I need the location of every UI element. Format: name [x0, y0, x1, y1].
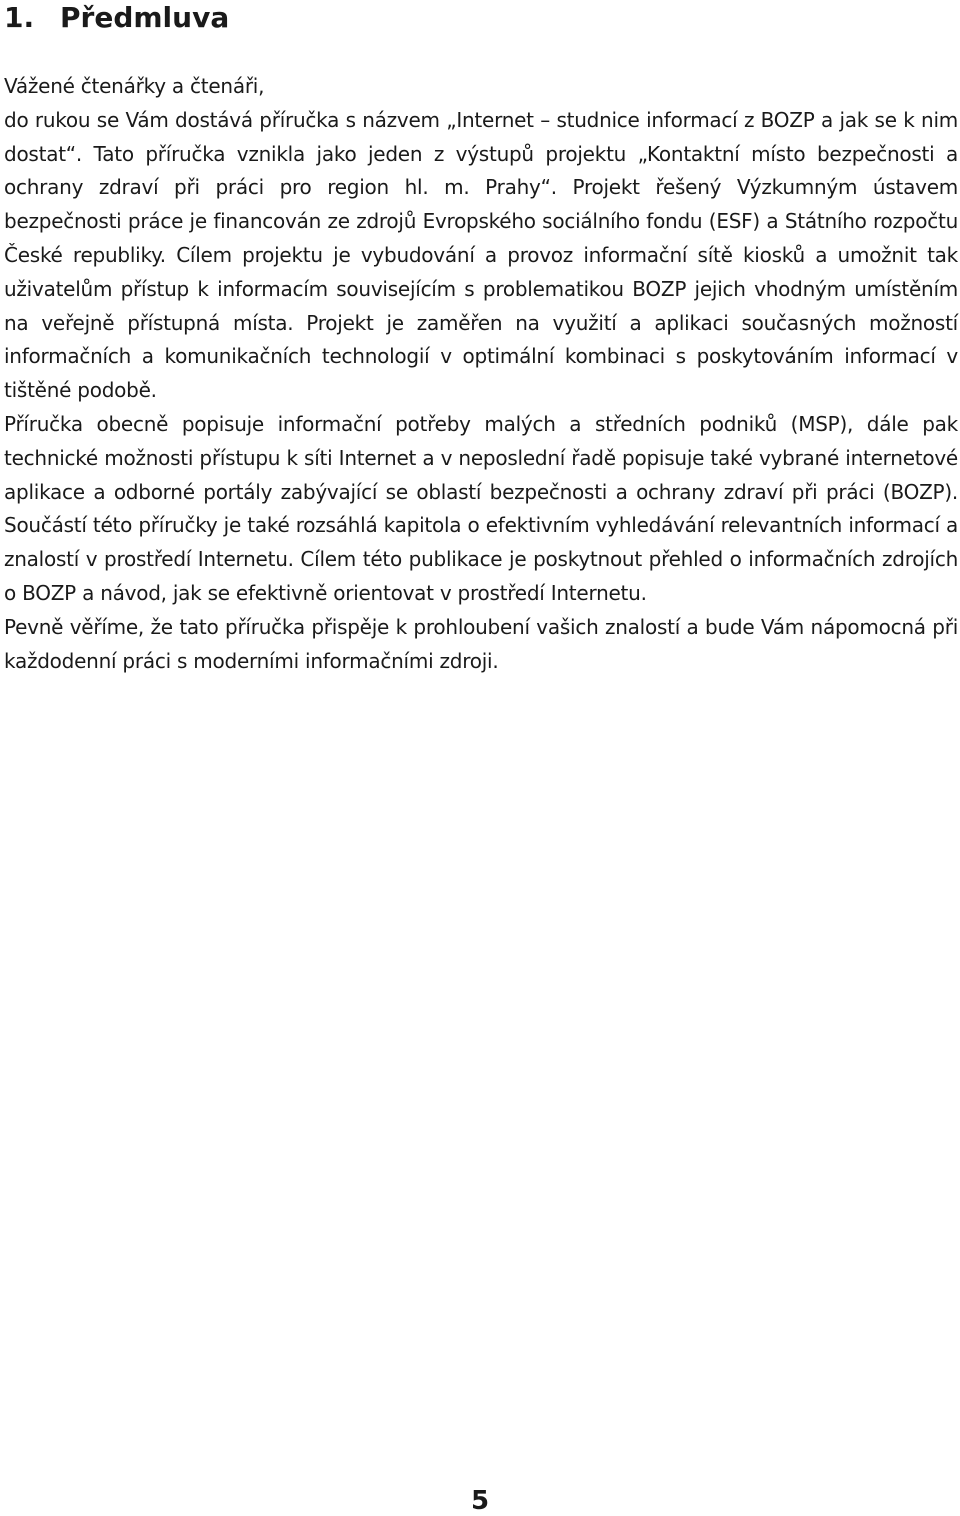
paragraph-closing-wish: Pevně věříme, že tato příručka přispěje k prohloubení vašich znalostí a bude Vám nápomocná při každodenní práci s moderními informačními zdroji. — [4, 614, 958, 673]
salutation: Vážené čtenářky a čtenáři, — [4, 74, 265, 98]
paragraph-handbook-contents: Příručka obecně popisuje informační potřeby malých a středních podniků (MSP), dále pak technické možnosti přístupu k síti Internet a v neposlední řadě popisuje také vybrané internetové aplikace a odborné portály zabývající se oblastí bezpečnosti a ochrany zdraví při práci (BOZP). Součástí této příručky je také rozsáhlá kapitola o efektivním vyhledávání relevantních informací a znalostí v prostředí Internetu. Cílem této publikace je poskytnout přehled o informačních zdrojích o BOZP a návod, jak se efektivně orientovat v prostředí Internetu. — [4, 411, 958, 605]
chapter-number: 1. — [4, 1, 35, 34]
paragraph-project-intro: do rukou se Vám dostává příručka s názvem „Internet – studnice informací z BOZP a jak se k nim dostat“. Tato příručka vznikla jako jeden z výstupů projektu „Kontaktní místo bezpečnosti a ochrany zdraví při práci pro region hl. m. Prahy“. Projekt řešený Výzkumným ústavem bezpečnosti práce je financován ze zdrojů Evropského sociálního fondu (ESF) a Státního rozpočtu České republiky. Cílem projektu je vybudování a provoz informační sítě kiosků a umožnit tak uživatelům přístup k informacím souvisejícím s problematikou BOZP jejich vhodným umístěním na veřejně přístupná místa. Projekt je zaměřen na využití a aplikaci současných možností informačních a komunikačních technologií v optimální kombinaci s poskytováním informací v tištěné podobě. — [4, 107, 958, 403]
page-number: 5 — [470, 1486, 490, 1516]
chapter-title: Předmluva — [60, 1, 230, 34]
chapter-heading — [4, 0, 229, 36]
preface-body — [4, 70, 958, 678]
